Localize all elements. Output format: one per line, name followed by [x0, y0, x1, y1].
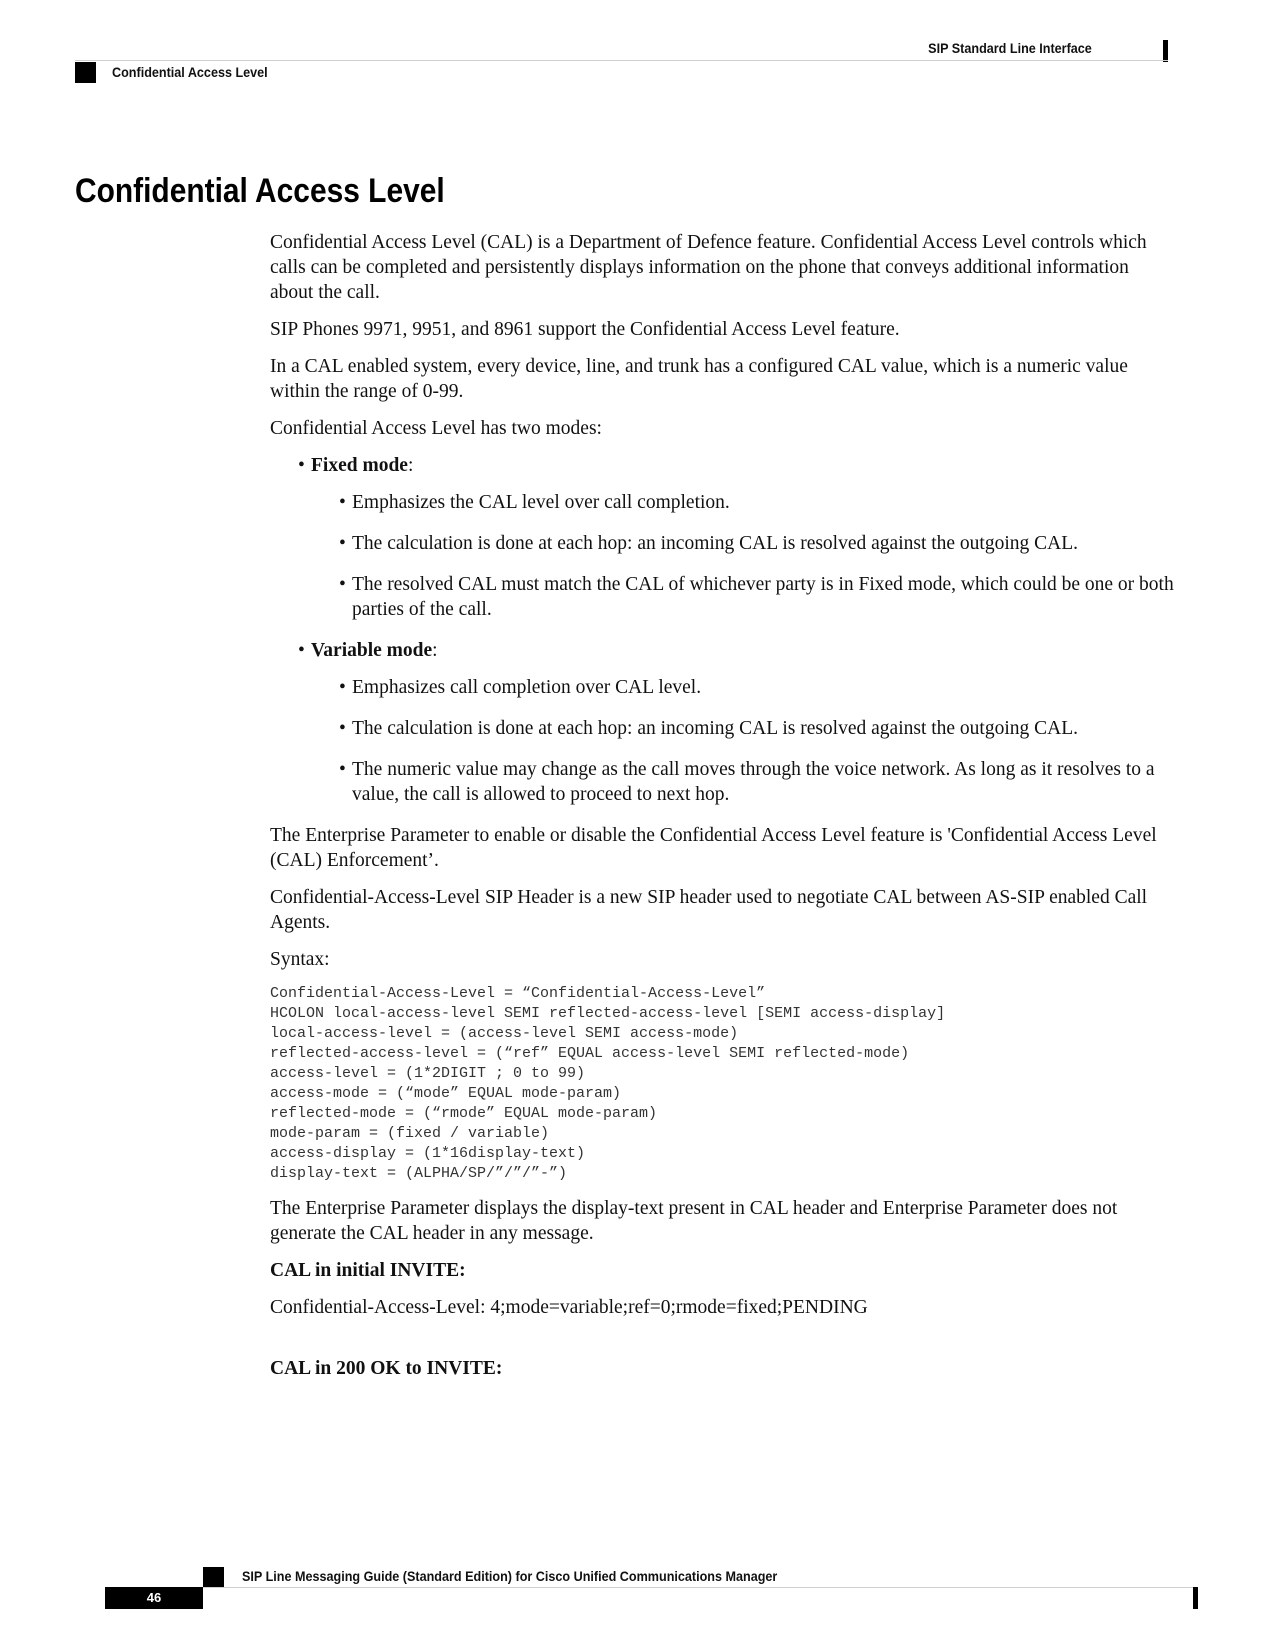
footer-guide-title: SIP Line Messaging Guide (Standard Edition) for Cisco Unified Communications Manager — [242, 1568, 778, 1584]
code-line: Confidential-Access-Level = “Confidential-Access-Level” — [270, 985, 766, 1002]
header-square-mark — [75, 62, 96, 83]
page-title: Confidential Access Level — [75, 172, 445, 210]
list-item: • The numeric value may change as the call moves through the voice network. As long as it resolves to a value, the call is allowed to proceed to next hop. — [339, 759, 1155, 805]
ok-heading: CAL in 200 OK to INVITE: — [270, 1358, 503, 1379]
intro-paragraph: Confidential Access Level (CAL) is a Department of Defence feature. Confidential Access Level controls which calls can be completed and persistently displays information on the phone that conveys additional information about the call. — [270, 232, 1147, 303]
list-item: • The resolved CAL must match the CAL of whichever party is in Fixed mode, which could be one or both parties of the call. — [339, 574, 1174, 620]
footer-bar-mark — [1193, 1587, 1198, 1609]
mode-item-fixed: • Fixed mode: • Emphasizes the CAL level over call completion. • The calculation is done at each hop: an incoming CAL is resolved against the outgoing CAL. • The resolved CAL must match the CAL of whichever party is in Fixed mode, which could be one or both parties of the call. — [298, 455, 1174, 620]
body-paragraph: The Enterprise Parameter to enable or disable the Confidential Access Level feature is 'Confidential Access Level (CAL) Enforcement’. — [270, 825, 1157, 871]
mode-details-list — [311, 675, 1175, 807]
code-line: access-display = (1*16display-text) — [270, 1145, 586, 1162]
mode-item-variable: • Variable mode: • Emphasizes call completion over CAL level. • The calculation is done at each hop: an incoming CAL is resolved against the outgoing CAL. • The numeric value may change as the call moves through the voice network. As long as it resolves to a value, the call is allowed to proceed to next hop. — [270, 638, 1175, 807]
mode-name: Variable mode — [311, 640, 433, 661]
list-item: • Emphasizes the CAL level over call completion. — [339, 492, 730, 513]
list-item: • The calculation is done at each hop: an incoming CAL is resolved against the outgoing CAL. — [339, 533, 1079, 554]
document-body — [270, 230, 1175, 1393]
code-line: display-text = (ALPHA/SP/”/”/”-”) — [270, 1165, 568, 1182]
display-note: The Enterprise Parameter displays the display-text present in CAL header and Enterprise Parameter does not generate the CAL header in any message. — [270, 1198, 1118, 1244]
code-line: HCOLON local-access-level SEMI reflected-access-level [SEMI access-display] — [270, 1005, 946, 1022]
body-paragraph: Confidential-Access-Level SIP Header is a new SIP header used to negotiate CAL between AS-SIP enabled Call Agents. — [270, 887, 1148, 933]
syntax-label: Syntax: — [270, 949, 330, 970]
bullet: • — [298, 455, 305, 476]
running-header-chapter: SIP Standard Line Interface — [928, 40, 1092, 56]
code-line: access-mode = (“mode” EQUAL mode-param) — [270, 1085, 622, 1102]
mode-name: Fixed mode — [311, 455, 408, 476]
code-line: local-access-level = (access-level SEMI access-mode) — [270, 1025, 739, 1042]
running-header-section: Confidential Access Level — [112, 64, 268, 80]
bullet: • — [298, 640, 305, 661]
invite-heading: CAL in initial INVITE: — [270, 1260, 466, 1281]
footer-rule — [203, 1587, 1198, 1588]
header-rule — [75, 60, 1168, 61]
code-line: reflected-mode = (“rmode” EQUAL mode-param) — [270, 1105, 658, 1122]
code-line: reflected-access-level = (“ref” EQUAL access-level SEMI reflected-mode) — [270, 1045, 910, 1062]
intro-paragraph: SIP Phones 9971, 9951, and 8961 support the Confidential Access Level feature. — [270, 319, 900, 340]
code-line: mode-param = (fixed / variable) — [270, 1125, 550, 1142]
list-item: • The calculation is done at each hop: an incoming CAL is resolved against the outgoing CAL. — [339, 718, 1079, 739]
syntax-code-block — [270, 984, 1175, 1184]
mode-details-list — [311, 490, 1175, 622]
footer-square-mark — [203, 1567, 224, 1587]
intro-paragraph: Confidential Access Level has two modes: — [270, 418, 602, 439]
modes-list — [270, 453, 1175, 807]
code-line: access-level = (1*2DIGIT ; 0 to 99) — [270, 1065, 586, 1082]
invite-example: Confidential-Access-Level: 4;mode=variable;ref=0;rmode=fixed;PENDING — [270, 1297, 868, 1318]
intro-paragraph: In a CAL enabled system, every device, line, and trunk has a configured CAL value, which is a numeric value within the range of 0-99. — [270, 356, 1128, 402]
list-item: • Emphasizes call completion over CAL level. — [339, 677, 702, 698]
header-bar-mark — [1163, 40, 1168, 62]
page-number: 46 — [105, 1587, 203, 1609]
